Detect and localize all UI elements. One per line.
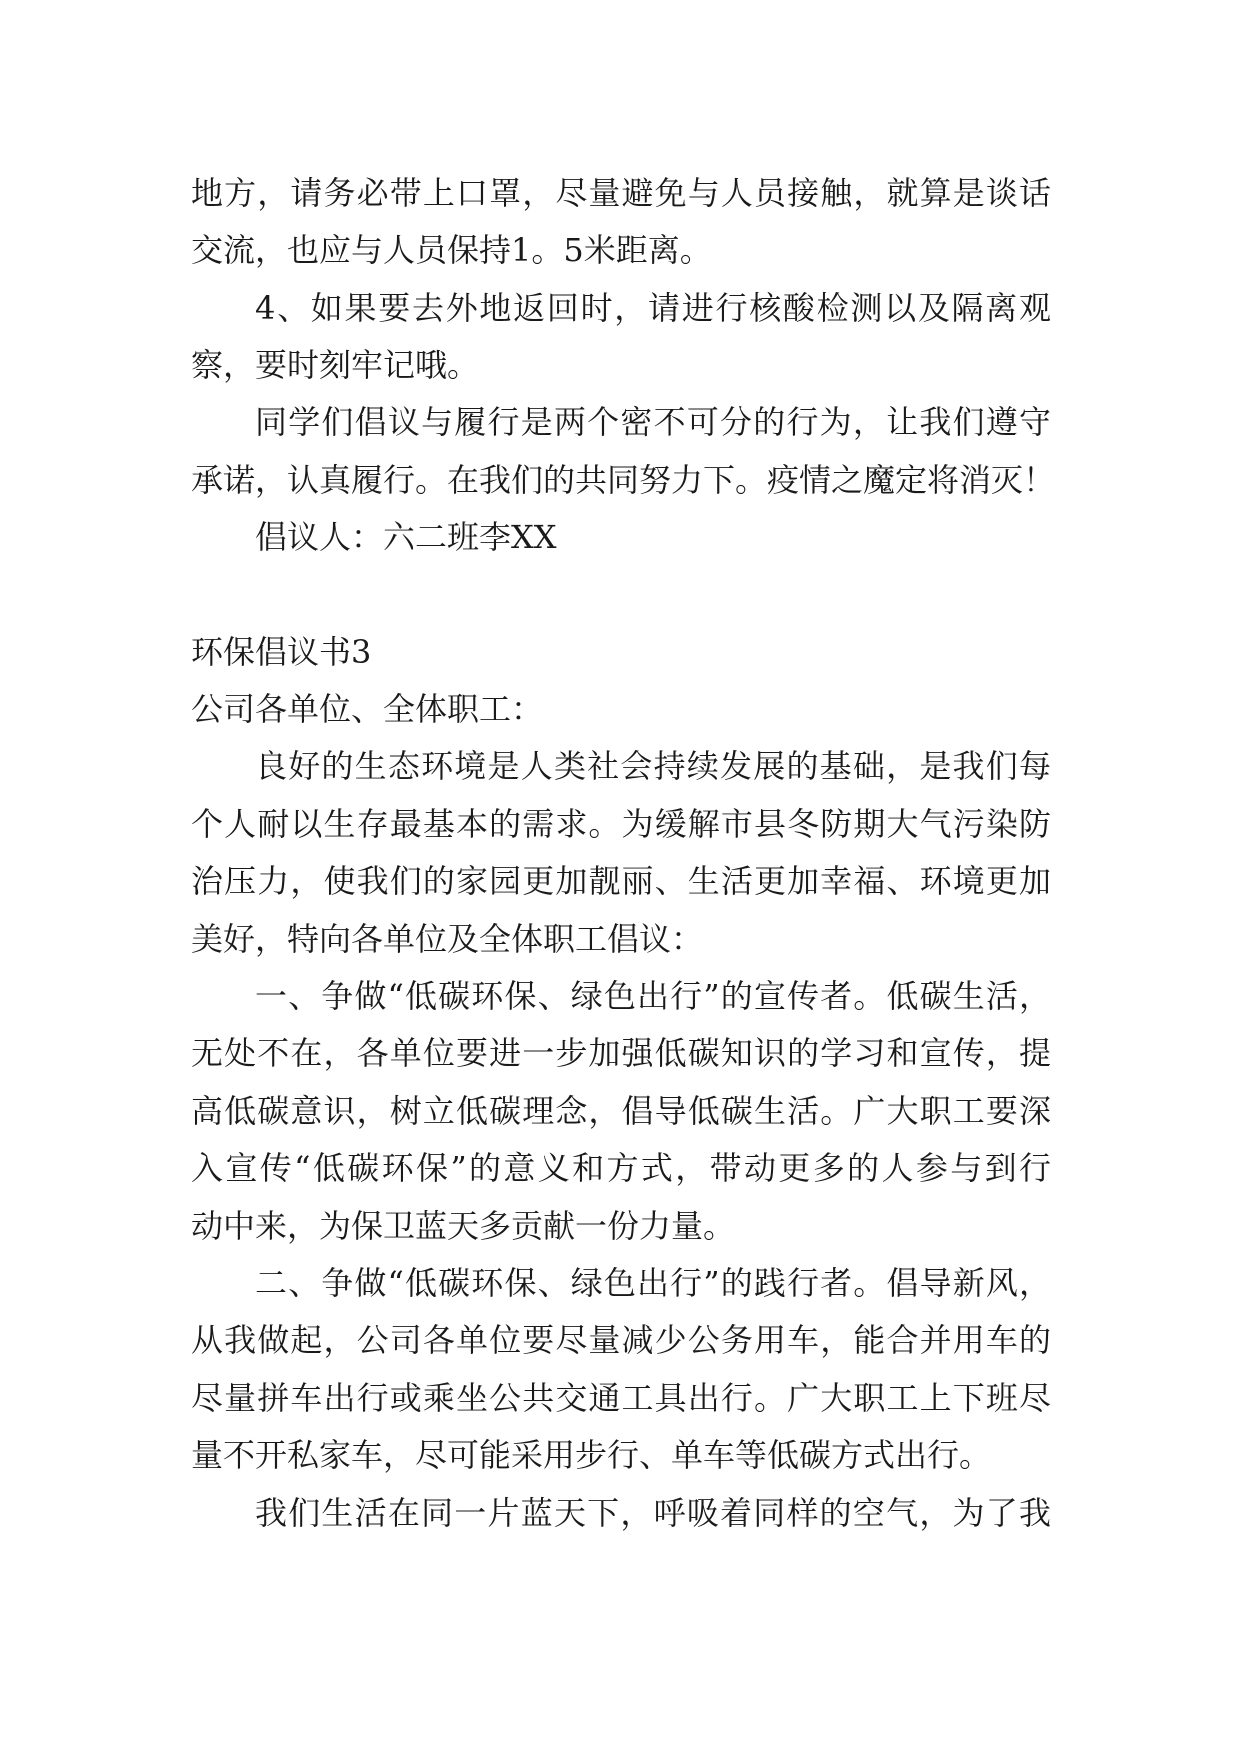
section-title: 环保倡议书3 [191,633,372,671]
body-text-line: 尽量拼车出行或乘坐公共交通工具出行。广大职工上下班尽 [191,1379,1051,1417]
body-text-line: 地方，请务必带上口罩，尽量避免与人员接触，就算是谈话 [191,174,1051,212]
body-text-line: 同学们倡议与履行是两个密不可分的行为，让我们遵守 [255,403,1051,441]
list-item-4-line: 4、如果要去外地返回时，请进行核酸检测以及隔离观 [255,289,1051,327]
body-text-line: 交流，也应与人员保持1。5米距离。 [191,231,712,269]
body-text-line: 美好，特向各单位及全体职工倡议： [191,920,704,958]
list-item-1-line: 一、争做“低碳环保、绿色出行”的宣传者。低碳生活， [255,977,1051,1015]
body-text-line: 我们生活在同一片蓝天下，呼吸着同样的空气，为了我 [255,1494,1051,1532]
salutation: 公司各单位、全体职工： [191,690,544,728]
body-text-line: 个人耐以生存最基本的需求。为缓解市县冬防期大气污染防 [191,805,1051,843]
body-text-line: 高低碳意识，树立低碳理念，倡导低碳生活。广大职工要深 [191,1092,1051,1130]
body-text-line: 良好的生态环境是人类社会持续发展的基础，是我们每 [255,747,1051,785]
signature-line: 倡议人：六二班李XX [255,518,557,556]
body-text-line: 量不开私家车，尽可能采用步行、单车等低碳方式出行。 [191,1436,992,1474]
body-text-line: 入宣传“低碳环保”的意义和方式，带动更多的人参与到行 [191,1149,1051,1187]
body-text-line: 无处不在，各单位要进一步加强低碳知识的学习和宣传，提 [191,1034,1051,1072]
body-text-line: 治压力，使我们的家园更加靓丽、生活更加幸福、环境更加 [191,862,1051,900]
list-item-2-line: 二、争做“低碳环保、绿色出行”的践行者。倡导新风， [255,1264,1051,1302]
body-text-line: 动中来，为保卫蓝天多贡献一份力量。 [191,1207,736,1245]
body-text-line: 承诺，认真履行。在我们的共同努力下。疫情之魔定将消灭！ [191,461,1056,499]
body-text-line: 从我做起，公司各单位要尽量减少公务用车，能合并用车的 [191,1321,1051,1359]
body-text-line: 察，要时刻牢记哦。 [191,346,480,384]
